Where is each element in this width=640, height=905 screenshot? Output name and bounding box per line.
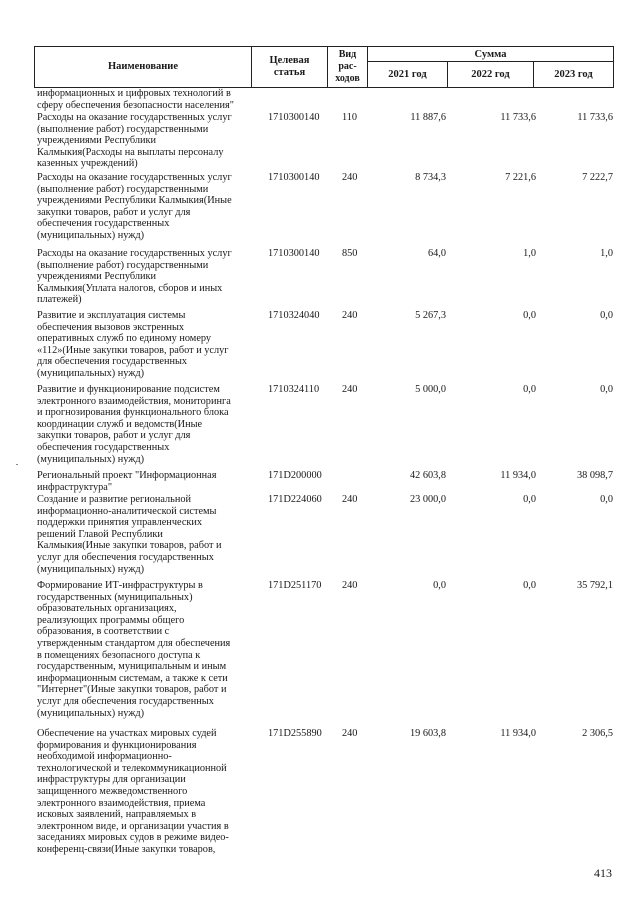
table-header [34,46,614,88]
row-value-2023: 2 306,5 [582,728,613,739]
row-value-2022: 0,0 [523,310,536,321]
header-code-text: Целевая статья [269,55,310,78]
row-code: 171D200000 [268,470,322,481]
row-value-2021: 23 000,0 [409,494,446,505]
row-name: Создание и развитие региональной информационно-аналитической системы поддержки принятия управленческих решений Главой Республики Калмыкия(Иные закупки товаров, работ и услуг для обеспечения государственных (муниципальных) нужд) [37,494,222,575]
row-code: 1710300140 [268,112,320,123]
row-value-2023: 7 222,7 [582,172,613,183]
row-code: 1710300140 [268,248,320,259]
row-name: Развитие и эксплуатация системы обеспечения вызовов экстренных оперативных служб по единому номеру «112»(Иные закупки товаров, работ и услуг для обеспечения государственных (муниципальных) нужд) [37,310,229,379]
row-value-2023: 38 098,7 [576,470,613,481]
row-value-2021: 42 603,8 [409,470,446,481]
row-value-2022: 7 221,6 [505,172,536,183]
row-name: Региональный проект "Информационная инфраструктура" [37,470,217,493]
header-2021-text: 2021 год [388,68,427,80]
row-value-2022: 0,0 [523,494,536,505]
row-code: 1710300140 [268,172,320,183]
row-name: Формирование ИТ-инфраструктуры в государственных (муниципальных) образовательных организациях, реализующих программы общего образования, в соответствии с утвержденным стандартом для обеспечения в помещениях безопасного доступа к государственным, муниципальным и иным информационным системам, а также к сети "Интернет"(Иные закупки товаров, работ и услуг для обеспечения государственных (муниципальных) нужд) [37,580,231,719]
row-kind: 240 [342,384,358,395]
header-2022 [448,62,534,87]
row-kind: 240 [342,310,358,321]
row-code: 171D255890 [268,728,322,739]
header-kind-text: Вид рас-ходов [335,49,360,84]
row-name: Расходы на оказание государственных услуг (выполнение работ) государственными учреждениями Республики Калмыкия(Уплата налогов, сборов и иных платежей) [37,248,232,306]
row-code: 1710324040 [268,310,320,321]
row-kind: 240 [342,494,358,505]
row-value-2021: 8 734,3 [415,172,446,183]
row-value-2021: 64,0 [427,248,446,259]
header-2021 [368,62,448,87]
row-kind: 240 [342,172,358,183]
row-value-2022: 11 733,6 [500,112,536,123]
row-kind: 240 [342,728,358,739]
row-value-2023: 0,0 [600,384,613,395]
row-name: Расходы на оказание государственных услуг (выполнение работ) государственными учреждениями Республики Калмыкия(Иные закупки товаров, работ и услуг для обеспечения государственных (муниципальных) нужд) [37,172,232,241]
header-sum-group [368,47,613,87]
row-value-2021: 19 603,8 [409,728,446,739]
row-kind: 240 [342,580,358,591]
row-value-2022: 11 934,0 [500,470,536,481]
row-value-2023: 1,0 [600,248,613,259]
row-value-2023: 0,0 [600,310,613,321]
scan-speck [16,464,18,465]
row-value-2021: 5 000,0 [415,384,446,395]
page-number: 413 [594,866,612,880]
row-kind: 850 [342,248,358,259]
row-code: 171D251170 [268,580,322,591]
row-code: 171D224060 [268,494,322,505]
row-code: 1710324110 [268,384,320,395]
header-kind [328,47,368,87]
header-2022-text: 2022 год [471,68,510,80]
row-name: Обеспечение на участках мировых судей формирования и функционирования необходимой информационно- технологической и телекоммуникационной инфраструктуры для организации защищенного межведомственного электронного взаимодействия, приема исковых заявлений, направляемых в электронном виде, и организации участия в заседаниях мировых судов в режиме видео- конференц-связи(Иные закупки товаров, [37,728,229,855]
row-value-2023: 11 733,6 [577,112,613,123]
row-value-2022: 1,0 [523,248,536,259]
header-name-text: Наименование [108,61,178,72]
row-name: информационных и цифровых технологий в сферу обеспечения безопасности населения" [37,88,234,111]
row-value-2022: 0,0 [523,384,536,395]
row-name: Расходы на оказание государственных услуг (выполнение работ) государственными учреждениями Республики Калмыкия(Расходы на выплаты персоналу казенных учреждений) [37,112,232,170]
row-value-2022: 0,0 [523,580,536,591]
row-value-2021: 0,0 [433,580,446,591]
header-2023-text: 2023 год [554,68,593,80]
header-code [252,47,328,87]
row-value-2023: 0,0 [600,494,613,505]
header-sum [368,47,613,61]
row-value-2023: 35 792,1 [576,580,613,591]
row-value-2021: 11 887,6 [410,112,446,123]
header-sum-text: Сумма [474,48,507,60]
row-value-2022: 11 934,0 [500,728,536,739]
row-kind: 110 [342,112,358,123]
header-2023 [534,62,613,87]
row-value-2021: 5 267,3 [415,310,446,321]
header-name [35,47,252,87]
row-name: Развитие и функционирование подсистем электронного взаимодействия, мониторинга и прогнозирования функционального блока координации служб и ведомств(Иные закупки товаров, работ и услуг для обеспечения государственных (муниципальных) нужд) [37,384,231,465]
